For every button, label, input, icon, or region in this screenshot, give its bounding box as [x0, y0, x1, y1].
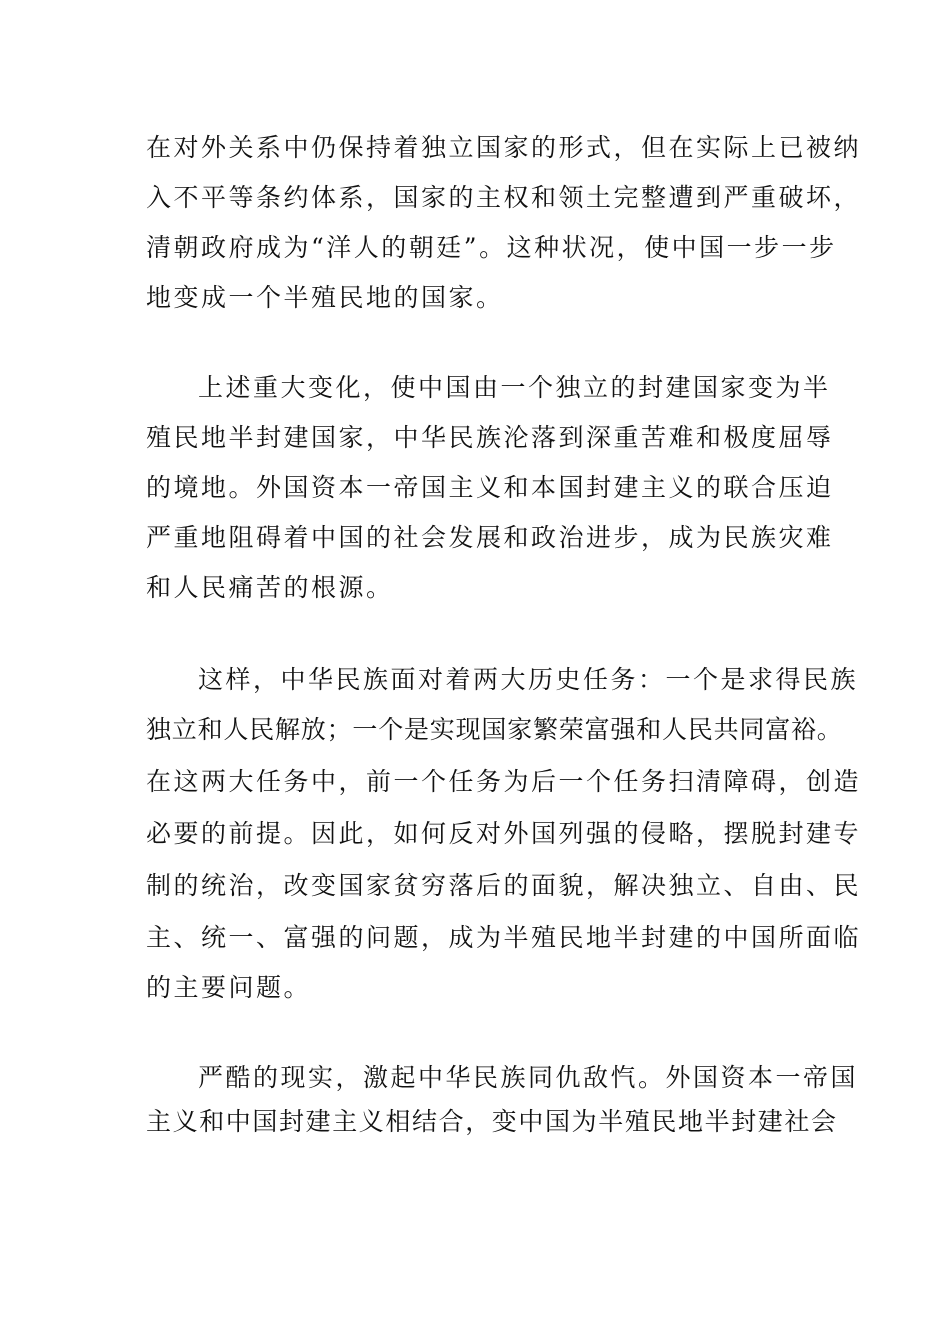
paragraph-2-line-5: 和人民痛苦的根源。	[146, 573, 394, 602]
paragraph-4-line-2: 主义和中国封建主义相结合，变中国为半殖民地半封建社会	[146, 1107, 838, 1136]
paragraph-2-line-1: 上述重大变化，使中国由一个独立的封建国家变为半	[198, 373, 831, 402]
paragraph-3-line-7: 的主要问题。	[146, 973, 312, 1002]
paragraph-3-line-3: 在这两大任务中，前一个任务为后一个任务扫清障碍，创造	[146, 767, 862, 796]
paragraph-3-line-1: 这样，中华民族面对着两大历史任务：一个是求得民族	[198, 665, 859, 694]
paragraph-4-line-1: 严酷的现实，激起中华民族同仇敌忾。外国资本一帝国	[198, 1063, 859, 1092]
paragraph-2-line-3: 的境地。外国资本一帝国主义和本国封建主义的联合压迫	[146, 473, 834, 502]
paragraph-1-line-2: 入不平等条约体系，国家的主权和领土完整遭到严重破坏，	[146, 183, 862, 212]
paragraph-2-line-4: 严重地阻碍着中国的社会发展和政治进步，成为民族灾难	[146, 523, 834, 552]
paragraph-1-line-1: 在对外关系中仍保持着独立国家的形式，但在实际上已被纳	[146, 133, 862, 162]
paragraph-3-line-5: 制的统治，改变国家贫穷落后的面貌，解决独立、自由、民	[146, 871, 862, 900]
paragraph-1-line-3: 清朝政府成为“洋人的朝廷”。这种状况，使中国一步一步	[146, 233, 837, 262]
paragraph-3-line-4: 必要的前提。因此，如何反对外国列强的侵略，摆脱封建专	[146, 819, 862, 848]
paragraph-2-line-2: 殖民地半封建国家，中华民族沦落到深重苦难和极度屈辱	[146, 423, 834, 452]
paragraph-3-line-6: 主、统一、富强的问题，成为半殖民地半封建的中国所面临	[146, 923, 862, 952]
paragraph-3-line-2: 独立和人民解放；一个是实现国家繁荣富强和人民共同富裕。	[146, 715, 843, 744]
paragraph-1-line-4: 地变成一个半殖民地的国家。	[146, 283, 504, 312]
